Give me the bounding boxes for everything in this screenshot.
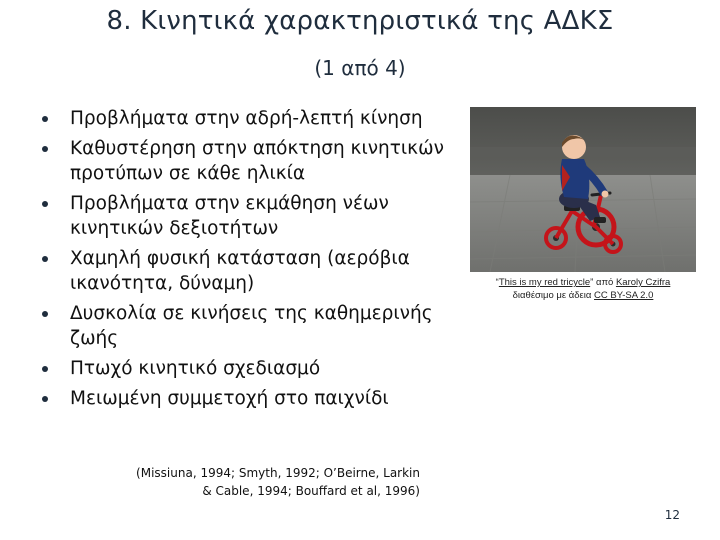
caption-by-text: από <box>593 277 616 288</box>
bullet-dot-icon <box>42 396 48 402</box>
bullet-dot-icon <box>42 256 48 262</box>
photo-title-link[interactable]: This is my red tricycle <box>498 277 591 288</box>
bullet-item <box>40 386 460 411</box>
bullet-text: Μειωμένη συμμετοχή στο παιχνίδι <box>70 388 389 409</box>
bullet-dot-icon <box>42 311 48 317</box>
bullet-item <box>40 301 460 351</box>
bullet-item <box>40 246 460 296</box>
bullet-item <box>40 191 460 241</box>
quote-open: “ <box>495 277 499 288</box>
slide-subtitle: (1 από 4) <box>314 56 406 80</box>
bullet-item <box>40 136 460 186</box>
child-tricycle-photo <box>470 107 696 272</box>
bullet-text: Προβλήματα στην αδρή-λεπτή κίνηση <box>70 108 423 129</box>
bullet-text: Χαμηλή φυσική κατάσταση (αερόβια ικανότητα, δύναμη) <box>70 248 410 294</box>
author-link[interactable]: Karoly Czifra <box>615 277 671 288</box>
bullet-text: Πτωχό κινητικό σχεδιασμό <box>70 358 321 379</box>
bullet-dot-icon <box>42 146 48 152</box>
bullet-text: Καθυστέρηση στην απόκτηση κινητικών προτύπων σε κάθε ηλικία <box>70 138 444 184</box>
references-line-1: (Missiuna, 1994; Smyth, 1992; O’Beirne, Larkin <box>136 466 420 480</box>
bullet-dot-icon <box>42 366 48 372</box>
bullet-item <box>40 356 460 381</box>
bullet-dot-icon <box>42 116 48 122</box>
caption-license-text: διαθέσιμο με άδεια <box>512 290 595 301</box>
page-number: 12 <box>664 508 680 522</box>
quote-close: ” <box>590 277 594 288</box>
bullet-dot-icon <box>42 201 48 207</box>
bullet-text: Δυσκολία σε κινήσεις της καθημερινής ζωής <box>70 303 433 349</box>
bullet-list <box>40 106 460 416</box>
bullet-item <box>40 106 460 131</box>
bullet-text: Προβλήματα στην εκμάθηση νέων κινητικών δεξιοτήτων <box>70 193 389 239</box>
references-line-2: & Cable, 1994; Bouffard et al, 1996) <box>202 484 420 498</box>
photo-caption <box>470 276 696 302</box>
slide-title: 8. Κινητικά χαρακτηριστικά της ΑΔΚΣ <box>106 6 614 36</box>
license-link[interactable]: CC BY-SA 2.0 <box>594 290 654 301</box>
references <box>110 464 420 500</box>
